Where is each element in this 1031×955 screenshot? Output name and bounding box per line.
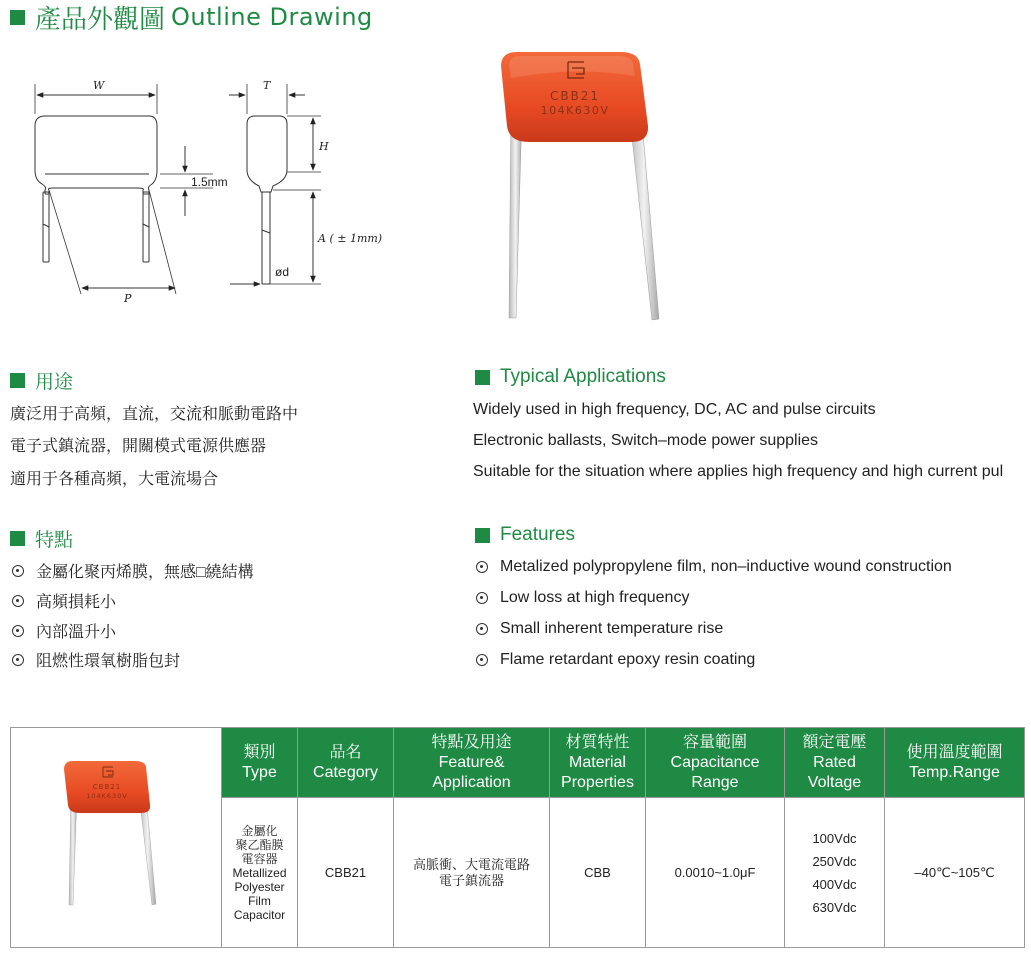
bullet-circle-icon: [12, 654, 24, 666]
table-header-voltage: 額定電壓 Rated Voltage: [785, 728, 885, 798]
bullet-circle-icon: [12, 625, 24, 637]
title-square-icon: [10, 10, 25, 25]
table-cell-voltage: 100Vdc 250Vdc 400Vdc 630Vdc: [785, 798, 885, 948]
table-header-capacitance: 容量範圍 Capacitance Range: [646, 728, 785, 798]
page-title-cn: 產品外觀圖: [35, 3, 166, 34]
table-cell-category: CBB21: [298, 798, 394, 948]
features-en-item: Small inherent temperature rise: [476, 620, 723, 638]
usage-en-line: Widely used in high frequency, DC, AC and pulse circuits: [473, 401, 876, 418]
bullet-circle-icon: [12, 595, 24, 607]
usage-en-heading: Typical Applications: [475, 366, 666, 388]
dim-label-a: A ( ± 1mm): [318, 232, 383, 245]
dim-label-w: W: [93, 79, 105, 92]
bullet-circle-icon: [12, 565, 24, 577]
thumb-marking-line2: 104K630V: [86, 792, 128, 800]
usage-cn-line: 適用于各種高頻，大電流場合: [10, 471, 219, 488]
features-en-heading: Features: [475, 524, 575, 546]
heading-square-icon: [10, 531, 25, 546]
outline-drawing: [25, 62, 405, 312]
capacitor-thumbnail: [61, 755, 171, 915]
table-header-category: 品名 Category: [298, 728, 394, 798]
features-en-item: Low loss at high frequency: [476, 589, 689, 607]
bullet-circle-icon: [476, 654, 488, 666]
features-en-item: Flame retardant epoxy resin coating: [476, 651, 755, 669]
heading-square-icon: [10, 373, 25, 388]
dim-label-gap: 1.5mm: [191, 175, 228, 189]
bullet-circle-icon: [476, 592, 488, 604]
page-title-en: Outline Drawing: [171, 3, 373, 31]
table-cell-type: 金屬化 聚乙酯膜 電容器 Metallized Polyester Film Capacitor: [222, 798, 298, 948]
usage-en-line: Suitable for the situation where applies high frequency and high current pul: [473, 463, 1004, 480]
table-cell-capacitance: 0.0010~1.0μF: [646, 798, 785, 948]
table-thumbnail-cell: [11, 728, 222, 948]
bullet-circle-icon: [476, 561, 488, 573]
heading-square-icon: [475, 370, 490, 385]
bullet-circle-icon: [476, 623, 488, 635]
table-header-type: 類別 Type: [222, 728, 298, 798]
table-cell-temp: –40℃~105℃: [885, 798, 1025, 948]
front-view: [35, 84, 213, 294]
table-cell-feature: 高脈衝、大電流電路 電子鎮流器: [394, 798, 550, 948]
features-cn-item: 金屬化聚丙烯膜，無感□繞結構: [12, 559, 254, 582]
photo-marking-line2: 104K630V: [540, 104, 610, 117]
thumb-marking-line1: CBB21: [92, 783, 122, 791]
table-cell-material: CBB: [550, 798, 646, 948]
features-en-item: Metalized polypropylene film, non–inductive wound construction: [476, 558, 952, 576]
table-header-material: 材質特性 Material Properties: [550, 728, 646, 798]
photo-marking-line1: CBB21: [549, 89, 601, 103]
dim-label-h: H: [319, 140, 329, 153]
features-cn-item: 高頻損耗小: [12, 589, 116, 612]
side-view: [229, 84, 321, 284]
usage-cn-heading: 用途: [10, 367, 73, 394]
spec-table: [10, 727, 1025, 948]
usage-cn-line: 電子式鎮流器，開關模式電源供應器: [10, 438, 267, 455]
table-header-row: [11, 728, 1025, 798]
dim-label-d: ød: [275, 265, 290, 279]
dim-label-t: T: [263, 79, 271, 92]
features-cn-item: 內部溫升小: [12, 619, 116, 642]
features-cn-item: 阻燃性環氧樹脂包封: [12, 648, 180, 671]
features-cn-heading: 特點: [10, 525, 73, 552]
table-header-temp: 使用溫度範圍 Temp.Range: [885, 728, 1025, 798]
dim-label-p: P: [124, 292, 132, 305]
usage-en-line: Electronic ballasts, Switch–mode power supplies: [473, 432, 819, 449]
usage-cn-line: 廣泛用于高頻，直流，交流和脈動電路中: [10, 406, 299, 423]
capacitor-photo: [495, 48, 670, 328]
heading-square-icon: [475, 528, 490, 543]
page-title: [10, 0, 373, 34]
table-header-feature: 特點及用途 Feature& Application: [394, 728, 550, 798]
